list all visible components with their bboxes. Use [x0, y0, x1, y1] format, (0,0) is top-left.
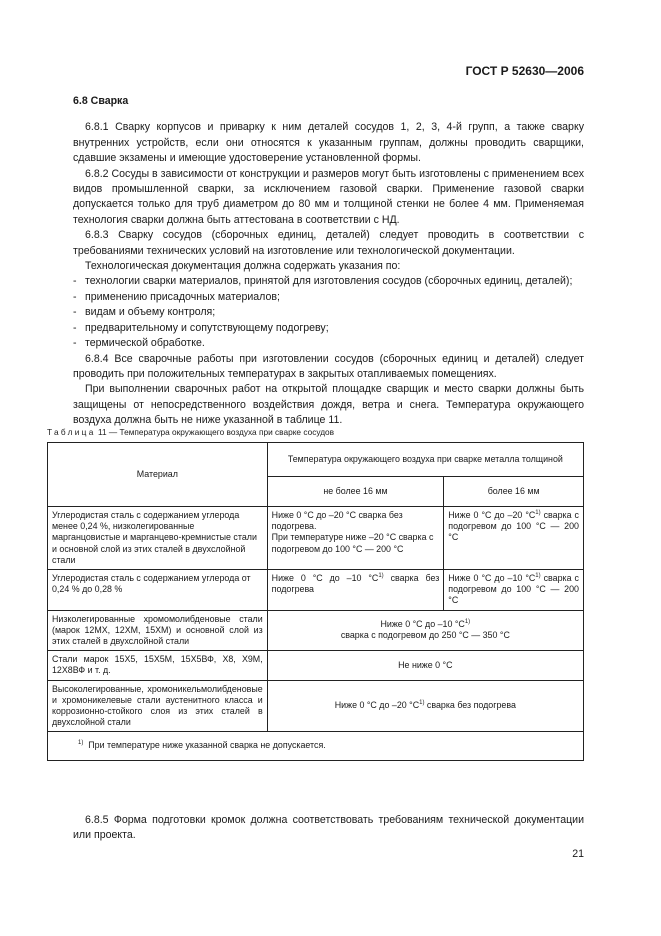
row-thick-value: Ниже 0 °С до –10 $^\circ С^{1)}$ сварка с подогревом до 100 °С — 200 °С	[444, 570, 584, 611]
header-thickness-over-16: более 16 мм	[444, 477, 584, 507]
row-material: Высоколегированные, хромоникельмолибденовые и хромоникелевые стали аустенитного класса и коррозионно-стойкого слоя из этих сталей в двухслойной стали	[48, 680, 268, 732]
table-row	[48, 651, 584, 680]
document-header: ГОСТ Р 52630—2006	[465, 64, 584, 78]
header-temperature: Температура окружающего воздуха при сварке металла толщиной	[267, 443, 583, 477]
table-caption-text: 11 — Температура окружающего воздуха при сварке сосудов	[97, 427, 335, 437]
table-footnote: $^{1)}$ При температуре ниже указанной сварка не допускается.	[48, 732, 584, 760]
section-body-continued	[73, 813, 584, 844]
row-thick-value: Ниже 0 °С до –20 $^\circ С^{1)}$ сварка с подогревом до 100 °С — 200 °С	[444, 507, 584, 570]
page-number: 21	[572, 848, 584, 860]
row-merged-value: Не ниже 0 °С	[267, 651, 583, 680]
header-thickness-up-to-16: не более 16 мм	[267, 477, 444, 507]
row-material: Стали марок 15Х5, 15Х5М, 15Х5ВФ, Х8, Х9М, 12Х8ВФ и т. д.	[48, 651, 268, 680]
table-row	[48, 507, 584, 570]
tech-doc-intro: Технологическая документация должна содержать указания по:	[85, 260, 401, 273]
section-title: 6.8 Сварка	[73, 95, 129, 107]
table-row	[48, 680, 584, 732]
row-thin-value: Ниже 0 °С до –20 °С сварка без подогрева. При температуре ниже –20 °С сварка с подогревом до 100 °С — 200 °С	[267, 507, 444, 570]
table-caption	[47, 427, 334, 437]
table-row	[48, 610, 584, 651]
list-item: - видам и объему контроля;	[73, 306, 216, 319]
section-body	[73, 94, 584, 429]
list-item: - предварительному и сопутствующему подогреву;	[73, 321, 329, 334]
paragraph-6-8-4-continued: При выполнении сварочных работ на открытой площадке сварщик и место сварки должны быть защищены от непосредственного воздействия дождя, ветра и снега. Температура окружающего воздуха должна быть не ниже указанной в таблице 11.	[73, 383, 584, 427]
list-item: - технологии сварки материалов, принятой для изготовления сосудов (сборочных единиц, деталей);	[73, 275, 573, 288]
paragraph-6-8-3: 6.8.3 Сварку сосудов (сборочных единиц, деталей) следует проводить в соответствии с требованиями технических условий на изготовление или технологической документации.	[73, 229, 584, 257]
table-row	[48, 570, 584, 611]
paragraph-6-8-2: 6.8.2 Сосуды в зависимости от конструкции и размеров могут быть изготовлены с применением всех видов промышленной сварки, за исключением газовой сварки. Применение газовой сварки допускается только для труб диаметром до 80 мм и толщиной стенки не более 4 мм. Применяемая технология сварки должна быть аттестована в соответствии с НД.	[73, 167, 584, 226]
header-material: Материал	[48, 443, 268, 507]
row-material: Углеродистая сталь с содержанием углерода от 0,24 % до 0,28 %	[48, 570, 268, 611]
paragraph-6-8-1: 6.8.1 Сварку корпусов и приварку к ним деталей сосудов 1, 2, 3, 4-й групп, а также сварку внутренних устройств, если они относятся к указанным группам, должны проводить сварщики, сдавшие экзамены и имеющие удостоверение установленной формы.	[73, 121, 584, 165]
list-item: - термической обработке.	[73, 337, 205, 350]
table-caption-label: Таблица	[47, 427, 96, 437]
paragraph-6-8-5: 6.8.5 Форма подготовки кромок должна соответствовать требованиям технической документации или проекта.	[73, 814, 584, 842]
paragraph-6-8-4: 6.8.4 Все сварочные работы при изготовлении сосудов (сборочных единиц и деталей) следует проводить при положительных температурах в закрытых отапливаемых помещениях.	[73, 352, 584, 380]
temperature-table	[47, 442, 584, 761]
row-merged-value: Ниже 0 °С до –10 $^\circ С^{1)}$ сварка с подогревом до 250 °С — 350 °С	[267, 610, 583, 651]
row-material: Низколегированные хромомолибденовые стали (марок 12МХ, 12ХМ, 15ХМ) и основной слой из этих сталей в двухслойной стали	[48, 610, 268, 651]
list-item: - применению присадочных материалов;	[73, 290, 280, 303]
row-material: Углеродистая сталь с содержанием углерода менее 0,24 %, низколегированные марганцовистые и марганцево-кремнистые стали и основной слой из этих сталей в двухслойной стали	[48, 507, 268, 570]
row-merged-value: Ниже 0 °С до –20 $^\circ С^{1)}$ сварка без подогрева	[267, 680, 583, 732]
row-thin-value: Ниже 0 °С до –10 $^\circ С^{1)}$ сварка без подогрева	[267, 570, 444, 611]
